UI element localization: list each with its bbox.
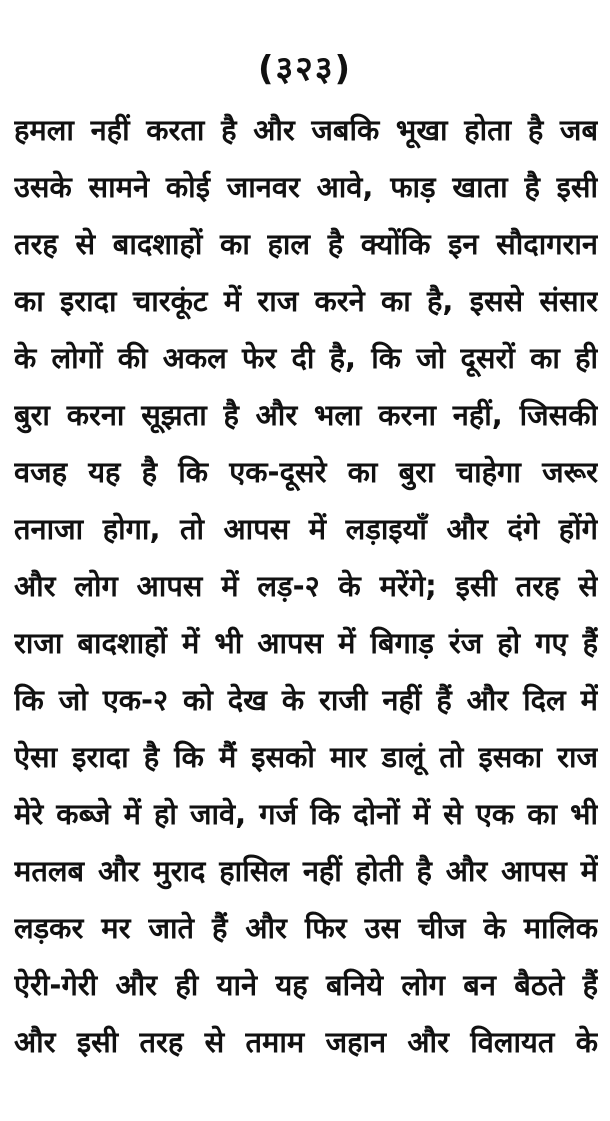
page-number: (३२३) [257, 49, 353, 89]
text-line: तरह से बादशाहों का हाल है क्योंकि इन सौदागरान [14, 227, 598, 261]
text-line: राजा बादशाहों में भी आपस में बिगाड़ रंज हो गए हैं [14, 626, 598, 660]
text-line: का इरादा चारकूंट में राज करने का है, इससे संसार [14, 284, 598, 318]
text-line: लड़कर मर जाते हैं और फिर उस चीज के मालिक [14, 911, 598, 945]
text-line: मतलब और मुराद हासिल नहीं होती है और आपस में [14, 854, 598, 888]
text-line: बुरा करना सूझता है और भला करना नहीं, जिसकी [14, 398, 598, 432]
text-line: हमला नहीं करता है और जबकि भूखा होता है जब [14, 113, 598, 147]
text-line: मेरे कब्जे में हो जावे, गर्ज कि दोनों में से एक का भी [14, 797, 598, 831]
text-line: और इसी तरह से तमाम जहान और विलायत के [14, 1025, 598, 1059]
text-line: और लोग आपस में लड़-२ के मरेंगे; इसी तरह से [14, 569, 598, 603]
text-line: के लोगों की अकल फेर दी है, कि जो दूसरों का ही [14, 341, 598, 375]
text-line: कि जो एक-२ को देख के राजी नहीं हैं और दिल में [14, 683, 598, 717]
text-line: उसके सामने कोई जानवर आवे, फाड़ खाता है इसी [14, 170, 598, 204]
text-line: वजह यह है कि एक-दूसरे का बुरा चाहेगा जरूर [14, 455, 598, 489]
text-line: ऐरी-गेरी और ही याने यह बनिये लोग बन बैठते हैं [14, 968, 598, 1002]
text-line: ऐसा इरादा है कि मैं इसको मार डालूं तो इसका राज [14, 740, 598, 774]
page-body-text [14, 102, 598, 1071]
text-line: तनाजा होगा, तो आपस में लड़ाइयाँ और दंगे होंगे [14, 512, 598, 546]
